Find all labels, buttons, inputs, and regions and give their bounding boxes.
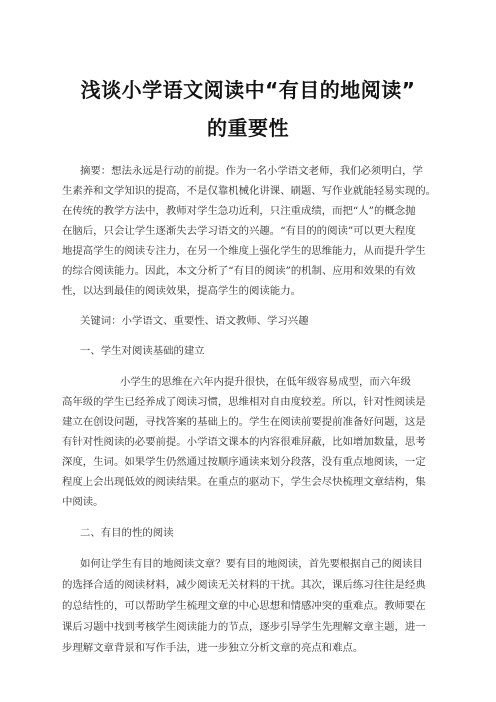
document-title-line-1: 浅谈小学语文阅读中“有目的地阅读” <box>80 78 416 102</box>
section-1-line: 建立在创设问题，寻找答案的基础上的。学生在阅读前要提前准备好问题，这是 <box>62 416 426 428</box>
document-title-line-2: 的重要性 <box>207 116 289 140</box>
section-1-line: 小学生的思维在六年内提升很快，在低年级容易成型，而六年级 <box>120 376 411 388</box>
section-1-heading: 一、学生对阅读基础的建立 <box>80 345 205 357</box>
abstract-line: 地提高学生的阅读专注力，在另一个维度上强化学生的思维能力，从而提升学生 <box>62 245 426 257</box>
section-2-line: 的选择合适的阅读材料，减少阅读无关材料的干扰。其次，课后练习往往是经典 <box>62 579 426 591</box>
abstract-line: 摘要：想法永远是行动的前提。作为一名小学语文老师，我们必须明白，学 <box>80 165 423 177</box>
section-2-line: 课后习题中找到考核学生阅读能力的节点，逐步引导学生先理解文章主题，进一 <box>62 621 426 633</box>
abstract-line: 的综合阅读能力。因此，本文分析了“有目的阅读”的机制、应用和效果的有效 <box>62 265 416 277</box>
section-2-line: 如何让学生有目的地阅读文章？要有目的地阅读，首先要根据自己的阅读目 <box>80 558 423 570</box>
section-1-line: 程度上会出现低效的阅读结果。在重点的驱动下，学生会尽快梳理文章结构，集 <box>62 476 426 488</box>
abstract-line: 在脑后，只会让学生逐渐失去学习语文的兴趣。“有目的的阅读”可以更大程度 <box>62 225 416 237</box>
section-1-line: 中阅读。 <box>62 496 104 508</box>
section-2-heading: 二、有目的性的阅读 <box>80 527 174 539</box>
section-1-line: 高年级的学生已经养成了阅读习惯，思维相对自由度较差。所以，针对性阅读是 <box>62 396 426 408</box>
section-1-line: 深度，生词。如果学生仍然通过按顺序通读来划分段落，没有重点地阅读，一定 <box>62 456 426 468</box>
section-1-line: 有针对性阅读的必要前提。小学语文课本的内容很难屏蔽，比如增加数量，思考 <box>62 436 426 448</box>
abstract-line: 在传统的教学方法中，教师对学生急功近利，只注重成绩，而把“人”的概念抛 <box>62 205 416 217</box>
section-2-line: 步理解文章背景和写作手法，进一步独立分析文章的亮点和难点。 <box>62 642 364 654</box>
keywords: 关键词：小学语文、重要性、语文教师、学习兴趣 <box>80 315 309 327</box>
abstract-line: 生素养和文学知识的提高，不是仅靠机械化讲课、刷题、写作业就能轻易实现的。 <box>62 185 437 197</box>
section-2-line: 的总结性的，可以帮助学生梳理文章的中心思想和情感冲突的重难点。教师要在 <box>62 600 426 612</box>
abstract-line: 性，以达到最佳的阅读效果，提高学生的阅读能力。 <box>62 285 301 297</box>
